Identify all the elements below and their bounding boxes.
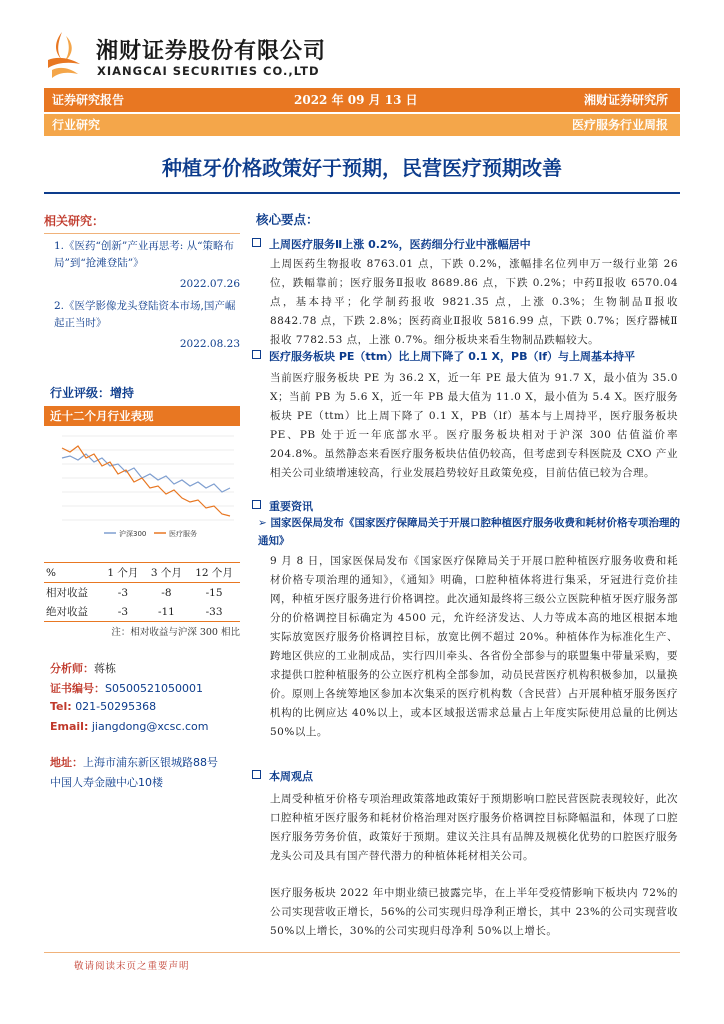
page-title: 种植牙价格政策好于预期，民营医疗预期改善 xyxy=(162,156,562,180)
analyst-address-line2: 中国人寿金融中心10楼 xyxy=(50,776,163,789)
row-label: 绝对收益 xyxy=(46,606,88,618)
analyst-address: 地址：上海市浦东新区银城路88号 xyxy=(50,756,218,769)
related-item-date: 2022.08.23 xyxy=(179,338,240,350)
news-subheading: ➢ 国家医保局发布《国家医疗保障局关于开展口腔种植医疗服务收费和耗材价格专项治理的通知》 xyxy=(258,517,680,547)
table-cell: -3 xyxy=(117,605,129,618)
section-heading: 本周观点 xyxy=(252,768,313,784)
table-header: 1 个月 xyxy=(101,563,145,583)
table-cell: -15 xyxy=(205,586,223,599)
analyst-name: 分析师：蒋栋 xyxy=(50,662,116,675)
table-cell: -8 xyxy=(161,586,172,599)
title-divider xyxy=(44,192,680,194)
table-row xyxy=(44,602,240,622)
related-item[interactable]: 1.《医药“创新”产业再思考: 从“策略布局”到“抢滩登陆”》 xyxy=(54,240,234,269)
section-body: 9 月 8 日，国家医保局发布《国家医疗保障局关于开展口腔种植医疗服务收费和耗材价格专项治理的通知》，《通知》明确，口腔种植体将进行集采，牙冠进行竞价挂网，种植牙医疗服务进行价格调控。此次通知最终将三级公立医院种植牙医疗服务部分的价格调控目标确定为 4500 元，允许经济发达、人力等成本高的地区根据本地实际放宽医疗服务价格调控目标，放宽比例不超过 20%。种植体作为标准化生产、跨地区供应的工业制成品，实行四川牵头、各省份全部参与的联盟集中带量采购，要求提供口腔种植服务的公立医疗机构全部参加，动员民营医疗机构积极参加，以量换价。原则上各统筹地区参加本次集采的医疗机构数（含民营）占开展种植牙服务医疗机构的比例应达 40%以上，或本区域报送需求总量占上年度实际使用总量的比例达 50%以上。 xyxy=(270,555,678,738)
report-category: 行业研究 xyxy=(52,118,101,132)
section-heading: 医疗服务板块 PE（ttm）比上周下降了 0.1 X，PB（lf）与上周基本持平 xyxy=(252,348,635,364)
table-row xyxy=(44,583,240,603)
legend-hs300: 沪深300 xyxy=(119,530,147,538)
checkbox-icon xyxy=(252,350,261,359)
checkbox-icon xyxy=(252,238,261,247)
related-item-date: 2022.07.26 xyxy=(179,278,240,290)
row-label: 相对收益 xyxy=(46,587,88,599)
report-series: 医疗服务行业周报 xyxy=(571,118,668,132)
footer-divider xyxy=(44,952,680,953)
header-band xyxy=(44,88,680,112)
report-date: 2022 年 09 月 13 日 xyxy=(294,93,418,107)
footer-disclaimer: 敬请阅读末页之重要声明 xyxy=(74,961,190,972)
section-body: 医疗服务板块 2022 年中期业绩已披露完毕，在上半年受疫情影响下板块内 72%的公司实现营收正增长，56%的公司实现归母净利正增长，其中 23%的公司实现营收 50%以上增长，30%的公司实现归母净利 50%以上增长。 xyxy=(270,887,678,937)
institute-name: 湘财证券研究所 xyxy=(583,93,668,107)
table-cell: -33 xyxy=(205,605,223,618)
analyst-email[interactable]: Email: jiangdong@xcsc.com xyxy=(50,720,209,733)
table-header: 3 个月 xyxy=(145,563,189,583)
section-body: 当前医疗服务板块 PE 为 36.2 X，近一年 PE 最大值为 91.7 X，最小值为 35.0 X；当前 PB 为 5.6 X，近一年 PB 最大值为 11.0 X，最小值为 5.4 X。医疗服务板块 PE（ttm）比上周下降了 0.1 X，PB（lf）基本与上周持平，医疗服务板块 PE、PB 处于近一年底部水平。医疗服务板块相对于沪深 300 估值溢价率 204.8%。虽然静态来看医疗服务板块估值仍较高，但考虑到专科医院及 CXO 产业相关公司业绩增速较高，行业发展趋势较好且政策免疫，目前估值已较为合理。 xyxy=(270,372,678,479)
related-item[interactable]: 2.《医学影像龙头登陆资本市场,国产崛起正当时》 xyxy=(54,300,236,329)
company-logo-icon xyxy=(44,30,84,80)
analyst-tel: Tel: 021-50295368 xyxy=(50,700,157,713)
table-header: % xyxy=(44,563,101,583)
section-heading: 上周医疗服务Ⅱ上涨 0.2%，医药细分行业中涨幅居中 xyxy=(252,236,531,252)
subheader-band xyxy=(44,114,680,136)
section-body: 上周医药生物报收 8763.01 点，下跌 0.2%，涨幅排名位列申万一级行业第 26 位，跌幅靠前；医疗服务Ⅱ报收 8689.86 点，下跌 0.2%；中药Ⅱ报收 6570.04 点，基本持平；化学制药报收 9821.35 点，上涨 0.3%；生物制品Ⅱ报收 8842.78 点，下跌 2.8%；医药商业Ⅱ报收 5816.99 点，下跌 0.7%；医疗器械Ⅱ报收 7782.53 点，上涨 0.7%。细分板块来看生物制品跌幅较大。 xyxy=(270,258,678,346)
table-note: 注：相对收益与沪深 300 相比 xyxy=(111,627,240,638)
series-line-medical xyxy=(62,446,230,516)
table-cell: -3 xyxy=(117,586,129,599)
company-name-cn: 湘财证券股份有限公司 xyxy=(96,39,327,64)
report-type: 证券研究报告 xyxy=(52,93,125,107)
section-body: 上周受种植牙价格专项治理政策落地政策好于预期影响口腔民营医院表现较好，此次口腔种植牙医疗服务和耗材价格治理对医疗服务价格调控目标降幅温和，体现了口腔医疗服务劳务价值，政策好于预期。建议关注具有品牌及规模化优势的口腔医疗服务龙头公司及具有国产替代潜力的种植体耗材相关公司。 xyxy=(270,793,678,862)
performance-chart xyxy=(44,428,240,544)
analyst-cert: 证书编号：S0500521050001 xyxy=(50,682,203,695)
performance-heading: 近十二个月行业表现 xyxy=(44,406,240,426)
table-header: 12 个月 xyxy=(188,563,240,583)
company-name-en: XIANGCAI SECURITIES CO.,LTD xyxy=(97,64,320,78)
table-cell: -11 xyxy=(157,605,175,618)
section-heading: 重要资讯 xyxy=(252,498,313,514)
industry-rating: 行业评级：增持 xyxy=(50,386,135,400)
checkbox-icon xyxy=(252,500,261,509)
performance-table xyxy=(44,562,240,622)
series-line-hs300 xyxy=(62,454,230,492)
core-points-heading: 核心要点： xyxy=(256,212,319,227)
legend-medical: 医疗服务 xyxy=(169,530,197,538)
related-research-heading: 相关研究： xyxy=(44,212,240,234)
checkbox-icon xyxy=(252,770,261,779)
